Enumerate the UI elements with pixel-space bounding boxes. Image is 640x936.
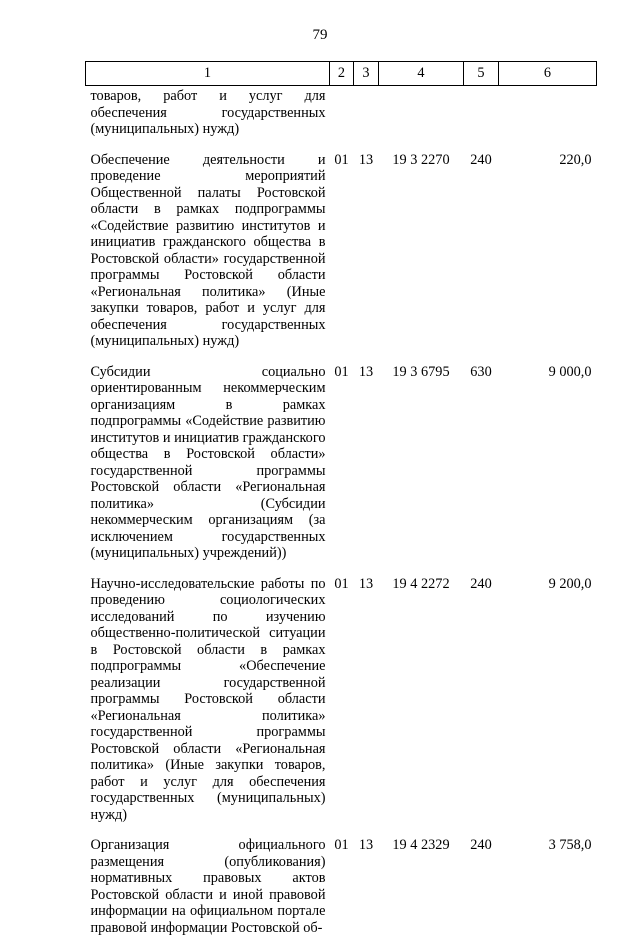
row-subsection: 13 [358,837,374,853]
row-expense-type: 240 [470,575,492,592]
header-col-3: 3 [354,62,379,86]
row-target-article: 19 4 2272 [392,575,450,592]
row-description: товаров, работ и услуг для обеспечения государственных (муниципальных) нужд) [90,88,326,137]
row-description: Научно-исследовательские работы по проведению социологических исследований по изучению общественно-политической ситуации в Ростовской области в рамках подпрограммы «Обеспечение реализации государственной программы Ростовской области «Региональная политика» государственной программы Ростовской области «Региональная политика» (Иные закупки товаров, работ и услуг для обеспечения государственных (муниципальных) нужд) [90,575,326,823]
header-col-2: 2 [330,62,354,86]
row-section: 01 [334,363,349,380]
row-expense-type: 240 [470,837,492,853]
header-col-4: 4 [379,62,464,86]
row-subsection: 13 [358,363,374,380]
row-section: 01 [334,575,349,592]
row-description: Обеспечение деятельности и проведение мероприятий Общественной палаты Ростовской области в рамках подпрограммы «Содействие развитию институтов и инициатив гражданского общества в Ростовской области» государственной программы Ростовской области «Региональная политика» (Иные закупки товаров, работ и услуг для обеспечения государственных (муниципальных) нужд) [90,151,326,349]
budget-table [85,61,597,936]
table-row-continuation [86,86,597,152]
row-amount: 3 758,0 [548,837,592,853]
row-subsection: 13 [358,151,374,168]
row-amount: 220,0 [559,151,592,168]
row-target-article: 19 4 2329 [392,837,450,853]
table-row [86,837,597,936]
row-description: Субсидии социально ориентированным некоммерческим организациям в рамках подпрограммы «Содействие развитию институтов и инициатив гражданского общества в Ростовской области» государственной программы Ростовской области «Региональная политика» (Субсидии некоммерческим организациям (за исключением государственных (муниципальных) учреждений)) [90,363,326,561]
row-target-article: 19 3 2270 [392,151,450,168]
page-number: 79 [312,27,328,43]
table-row [86,152,597,364]
row-description: Организация официального размещения (опубликования) нормативных правовых актов Ростовской области и иной правовой информации на официальном портале правовой информации Ростовской об- [90,837,326,936]
table-row [86,364,597,576]
row-subsection: 13 [358,575,374,592]
row-expense-type: 240 [470,151,492,168]
row-amount: 9 000,0 [548,363,592,380]
header-col-5: 5 [464,62,499,86]
header-col-1: 1 [86,62,330,86]
row-amount: 9 200,0 [548,575,592,592]
row-expense-type: 630 [470,363,492,380]
row-target-article: 19 3 6795 [392,363,450,380]
table-row [86,576,597,838]
header-col-6: 6 [499,62,597,86]
row-section: 01 [334,151,349,168]
table-header-row [86,62,597,86]
row-section: 01 [334,837,349,853]
